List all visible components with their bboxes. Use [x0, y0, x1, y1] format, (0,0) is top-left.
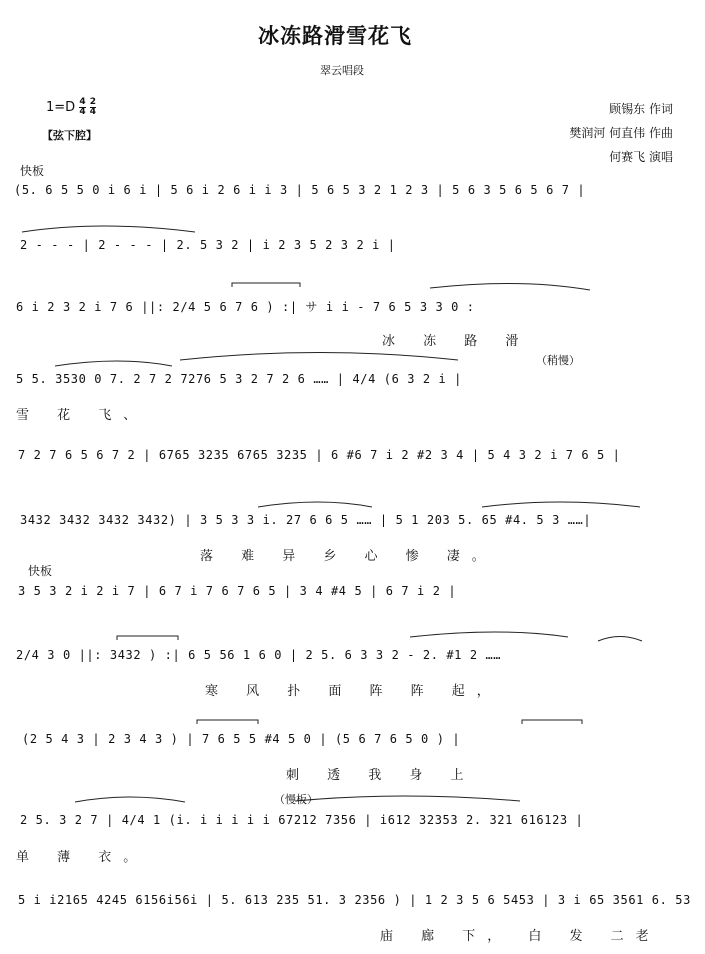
volta-bracket	[117, 636, 178, 640]
notation-system-6: 3432 3432 3432 3432) | 3 5 3 3 i. 27 6 6 5 …… | 5 1 203 5. 65 #4. 5 3 ……|	[20, 513, 592, 527]
notation-system-5: 7 2 7 6 5 6 7 2 | 6765 3235 6765 3235 | 6 #6 7 i 2 #2 3 4 | 5 4 3 2 i 7 6 5 |	[18, 448, 621, 462]
slur-arc	[258, 502, 372, 507]
meter-b	[90, 98, 96, 117]
slur-arc	[22, 226, 195, 232]
notation-system-2: 2 - - - | 2 - - - | 2. 5 3 2 | i 2 3 5 2 3 2 i |	[20, 238, 396, 252]
lyric-line-3: 冰 冻 路 滑	[382, 334, 531, 349]
notation-system-3: 6 i 2 3 2 i 7 6 ||: 2/4 5 6 7 6 ) :| サ i i - 7 6 5 3 3 0 :	[16, 300, 475, 314]
meter-b-bottom: 4	[89, 107, 96, 117]
tempo-mark: 快板	[28, 564, 53, 578]
lyric-line-11: 庙 廊 下， 白 发 二老	[380, 929, 661, 944]
slur-arc	[75, 797, 185, 802]
notation-system-10: 2 5. 3 2 7 | 4/4 1 (i. i i i i i 67212 7356 | i612 32353 2. 321 616123 |	[20, 813, 584, 827]
credit-lyricist: 顾锡东 作词	[609, 102, 673, 116]
tempo-aside: （慢板）	[274, 793, 318, 806]
volta-bracket	[232, 283, 300, 287]
tempo-aside: （稍慢）	[536, 354, 580, 367]
song-title: 冰冻路滑雪花飞	[258, 23, 412, 48]
key-label: 1=D	[46, 100, 76, 115]
subtitle: 翠云唱段	[320, 64, 364, 77]
mode-label: 【弦下腔】	[42, 129, 97, 142]
notation-system-11: 5 i i2165 4245 6156i56i | 5. 613 235 51. 3 2356 ) | 1 2 3 5 6 5453 | 3 i 65 3561 6. 53	[18, 893, 691, 907]
slur-arc	[482, 502, 640, 507]
meter-a-top: 4	[79, 97, 86, 107]
lyric-line-10: 单 薄 衣。	[16, 850, 149, 865]
notation-system-9: (2 5 4 3 | 2 3 4 3 ) | 7 6 5 5 #4 5 0 | (5 6 7 6 5 0 ) |	[22, 732, 461, 746]
slur-arc	[410, 632, 568, 637]
slur-arc	[55, 361, 172, 366]
tempo-mark: 快板	[20, 164, 45, 178]
credit-singer: 何赛飞 演唱	[609, 150, 673, 164]
volta-bracket	[197, 720, 258, 724]
volta-bracket	[522, 720, 582, 724]
lyric-line-6: 落 难 异 乡 心 惨 凄。	[200, 549, 497, 564]
meter-b-top: 2	[89, 97, 96, 107]
lyric-line-4: 雪 花 飞、	[16, 408, 149, 423]
credit-composer: 樊润河 何直伟 作曲	[569, 126, 673, 140]
slur-arc	[598, 637, 642, 642]
lyric-line-9: 刺 透 我 身 上	[286, 768, 476, 783]
meter-a	[79, 98, 85, 117]
slur-arc	[430, 283, 590, 290]
lyric-line-8: 寒 风 扑 面 阵 阵 起，	[205, 684, 502, 699]
notation-system-8: 2/4 3 0 ||: 3432 ) :| 6 5 56 1 6 0 | 2 5. 6 3 3 2 - 2. #1 2 ……	[16, 648, 502, 662]
slur-arc	[180, 353, 458, 361]
notation-system-7: 3 5 3 2 i 2 i 7 | 6 7 i 7 6 7 6 5 | 3 4 #4 5 | 6 7 i 2 |	[18, 584, 457, 598]
key-signature	[46, 98, 96, 117]
notation-system-1: (5. 6 5 5 0 i 6 i | 5 6 i 2 6 i i 3 | 5 6 5 3 2 1 2 3 | 5 6 3 5 6 5 6 7 |	[14, 183, 586, 197]
notation-system-4: 5 5. 3530 0 7. 2 7 2 7276 5 3 2 7 2 6 …… | 4/4 (6 3 2 i |	[16, 372, 463, 386]
slur-arc	[295, 796, 520, 801]
meter-a-bottom: 4	[79, 107, 86, 117]
